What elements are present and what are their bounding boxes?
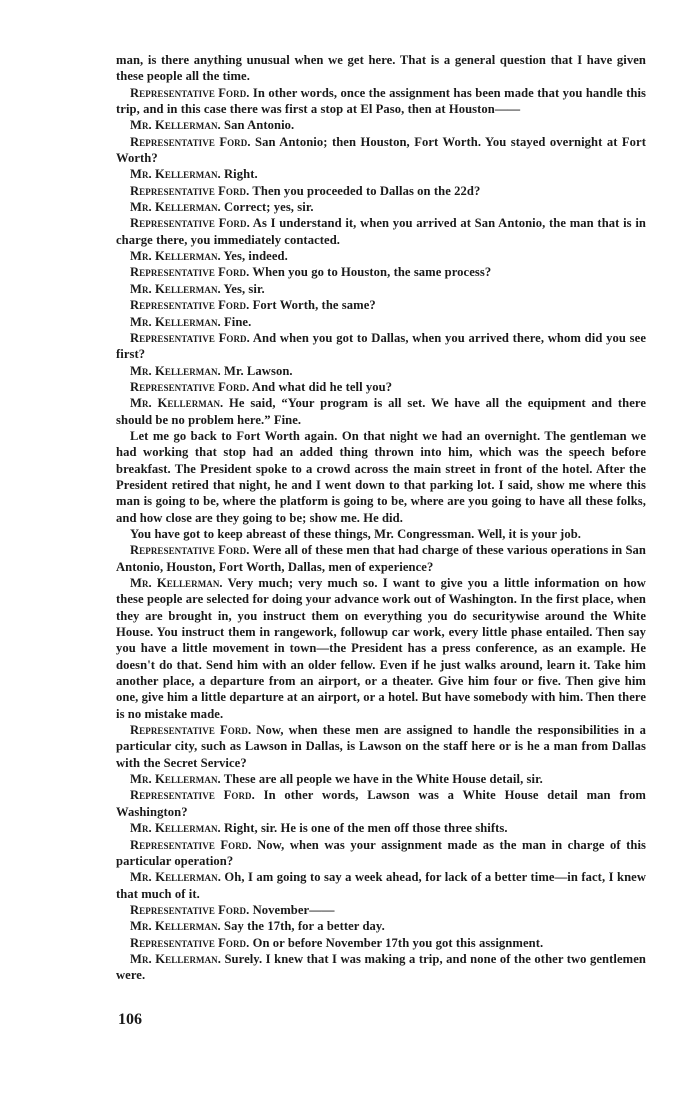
speaker-name: Mr. Kellerman. bbox=[130, 919, 221, 934]
transcript-paragraph bbox=[116, 85, 646, 118]
paragraph-text: Then you proceeded to Dallas on the 22d? bbox=[252, 183, 481, 198]
transcript-paragraph bbox=[116, 771, 646, 787]
paragraph-text: Now, when these men are assigned to handle the responsibilities in a particular city, such as Lawson in Dallas, is Lawson on the staff here or is he a man from Dallas with the Secret Service? bbox=[116, 723, 647, 770]
paragraph-text: Were all of these men that had charge of these various operations in San Antonio, Houston, Fort Worth, Dallas, men of experience? bbox=[116, 543, 646, 574]
transcript-paragraph bbox=[116, 117, 646, 133]
speaker-name: Representative Ford. bbox=[130, 183, 250, 198]
paragraph-text: As I understand it, when you arrived at San Antonio, the man that is in charge there, you immediately contacted. bbox=[116, 216, 646, 247]
speaker-name: Mr. Kellerman. bbox=[130, 821, 221, 836]
transcript-paragraph bbox=[116, 869, 646, 902]
paragraph-text: Mr. Lawson. bbox=[224, 363, 293, 378]
transcript-paragraph bbox=[116, 902, 646, 918]
paragraph-text: San Antonio; then Houston, Fort Worth. You stayed overnight at Fort Worth? bbox=[116, 134, 647, 166]
speaker-name: Representative Ford. bbox=[130, 265, 250, 280]
speaker-name: Representative Ford. bbox=[130, 134, 251, 149]
speaker-name: Mr. Kellerman. bbox=[130, 576, 223, 590]
transcript-paragraph bbox=[116, 281, 646, 297]
paragraph-text: He said, “Your program is all set. We have all the equipment and there should be no problem here.” Fine. bbox=[116, 396, 646, 427]
transcript-paragraph bbox=[116, 199, 646, 215]
transcript-paragraph bbox=[116, 363, 646, 379]
speaker-name: Mr. Kellerman. bbox=[130, 951, 221, 966]
paragraph-text: man, is there anything unusual when we get here. That is a general question that I have given these people all the time. bbox=[116, 53, 646, 84]
paragraph-text: Yes, indeed. bbox=[223, 249, 288, 264]
transcript-paragraph bbox=[116, 935, 646, 951]
paragraph-text: Surely. I knew that I was making a trip, and none of the other two gentlemen were. bbox=[116, 951, 646, 983]
transcript-paragraph bbox=[116, 575, 646, 722]
speaker-name: Mr. Kellerman. bbox=[130, 772, 221, 787]
paragraph-text: In other words, once the assignment has been made that you handle this trip, and in this case there was first a stop at El Paso, then at Houston—— bbox=[116, 85, 647, 117]
paragraph-text: And what did he tell you? bbox=[251, 379, 393, 394]
paragraph-text: On or before November 17th you got this assignment. bbox=[252, 935, 544, 950]
speaker-name: Representative Ford. bbox=[130, 330, 250, 345]
transcript-paragraph bbox=[116, 722, 646, 771]
transcript-paragraph bbox=[116, 542, 646, 575]
paragraph-text: You have got to keep abreast of these things, Mr. Congressman. Well, it is your job. bbox=[130, 526, 582, 541]
paragraph-text: San Antonio. bbox=[224, 118, 295, 133]
transcript-paragraph bbox=[116, 820, 646, 836]
paragraph-text: Yes, sir. bbox=[223, 281, 265, 296]
page-number: 106 bbox=[118, 1011, 142, 1028]
speaker-name: Representative Ford. bbox=[130, 298, 250, 313]
transcript-paragraph bbox=[116, 248, 646, 264]
speaker-name: Mr. Kellerman. bbox=[130, 281, 221, 296]
paragraph-text: These are all people we have in the White House detail, sir. bbox=[223, 772, 543, 787]
paragraph-text: Correct; yes, sir. bbox=[224, 200, 314, 215]
speaker-name: Representative Ford. bbox=[130, 379, 250, 394]
speaker-name: Mr. Kellerman. bbox=[130, 363, 221, 378]
paragraph-text: When you go to Houston, the same process? bbox=[252, 265, 492, 280]
paragraph-text: Oh, I am going to say a week ahead, for lack of a better time—in fact, I knew that much of it. bbox=[116, 870, 646, 901]
transcript-paragraph bbox=[116, 951, 646, 984]
transcript-paragraph bbox=[116, 215, 646, 248]
transcript-paragraph bbox=[116, 395, 646, 428]
speaker-name: Representative Ford. bbox=[130, 902, 250, 917]
speaker-name: Representative Ford. bbox=[130, 723, 252, 738]
speaker-name: Mr. Kellerman. bbox=[130, 249, 221, 264]
paragraph-text: Fort Worth, the same? bbox=[252, 298, 376, 313]
transcript-paragraph bbox=[116, 330, 646, 363]
transcript-paragraph bbox=[116, 837, 646, 870]
transcript-body bbox=[116, 52, 646, 984]
paragraph-text: Right, sir. He is one of the men off those three shifts. bbox=[224, 821, 508, 836]
transcript-paragraph bbox=[116, 166, 646, 182]
speaker-name: Mr. Kellerman. bbox=[130, 314, 221, 329]
speaker-name: Mr. Kellerman. bbox=[130, 167, 221, 182]
transcript-paragraph bbox=[116, 297, 646, 313]
speaker-name: Representative Ford. bbox=[130, 543, 250, 558]
speaker-name: Representative Ford. bbox=[130, 85, 250, 100]
speaker-name: Mr. Kellerman. bbox=[130, 396, 224, 411]
transcript-paragraph bbox=[116, 314, 646, 330]
transcript-paragraph bbox=[116, 379, 646, 395]
speaker-name: Representative Ford. bbox=[130, 935, 250, 950]
speaker-name: Mr. Kellerman. bbox=[130, 118, 221, 133]
paragraph-text: Very much; very much so. I want to give you a little information on how these people are selected for doing your advance work out of Washington. In the first place, when they are brought in, you instruct them on everything you do securitywise around the White House. You instruct them in rangework, followup car work, every little phase entailed. Then say you have a little movement in town—the President has a press conference, as an example. He doesn't do that. Send him with an older fellow. Even if he just walks around, learn it. Take him another place, a departure from an airport, or a theater. Give him four or five. Then give him one, give him a little departure at an airport, or a hotel. But have somebody with him. Then there is no mistake made. bbox=[116, 576, 646, 721]
speaker-name: Mr. Kellerman. bbox=[130, 870, 221, 885]
transcript-paragraph bbox=[116, 183, 646, 199]
paragraph-text: In other words, Lawson was a White House detail man from Washington? bbox=[116, 788, 646, 819]
transcript-paragraph bbox=[116, 787, 646, 820]
speaker-name: Mr. Kellerman. bbox=[130, 200, 221, 215]
paragraph-text: November—— bbox=[252, 902, 335, 917]
transcript-paragraph bbox=[116, 134, 646, 167]
transcript-paragraph bbox=[116, 428, 646, 526]
speaker-name: Representative Ford. bbox=[130, 216, 250, 231]
paragraph-text: Now, when was your assignment made as the man in charge of this particular operation? bbox=[116, 837, 647, 868]
speaker-name: Representative Ford. bbox=[130, 837, 252, 852]
transcript-paragraph bbox=[116, 52, 646, 85]
transcript-paragraph bbox=[116, 526, 646, 542]
paragraph-text: Fine. bbox=[224, 314, 252, 329]
paragraph-text: Let me go back to Fort Worth again. On that night we had an overnight. The gentleman we had working that stop had an added thing thrown into him, which was the speech before breakfast. The President spoke to a crowd across the main street in front of the hotel. After the President retired that night, he and I went down to that parking lot. I said, show me where this man is going to be, where the platform is going to be, where are you going to have all these folks, and how close are they going to be; show me. He did. bbox=[116, 428, 646, 525]
transcript-paragraph bbox=[116, 264, 646, 280]
paragraph-text: And when you got to Dallas, when you arrived there, whom did you see first? bbox=[116, 330, 646, 362]
paragraph-text: Right. bbox=[224, 167, 258, 182]
paragraph-text: Say the 17th, for a better day. bbox=[224, 919, 385, 934]
transcript-paragraph bbox=[116, 918, 646, 934]
speaker-name: Representative Ford. bbox=[130, 788, 255, 803]
